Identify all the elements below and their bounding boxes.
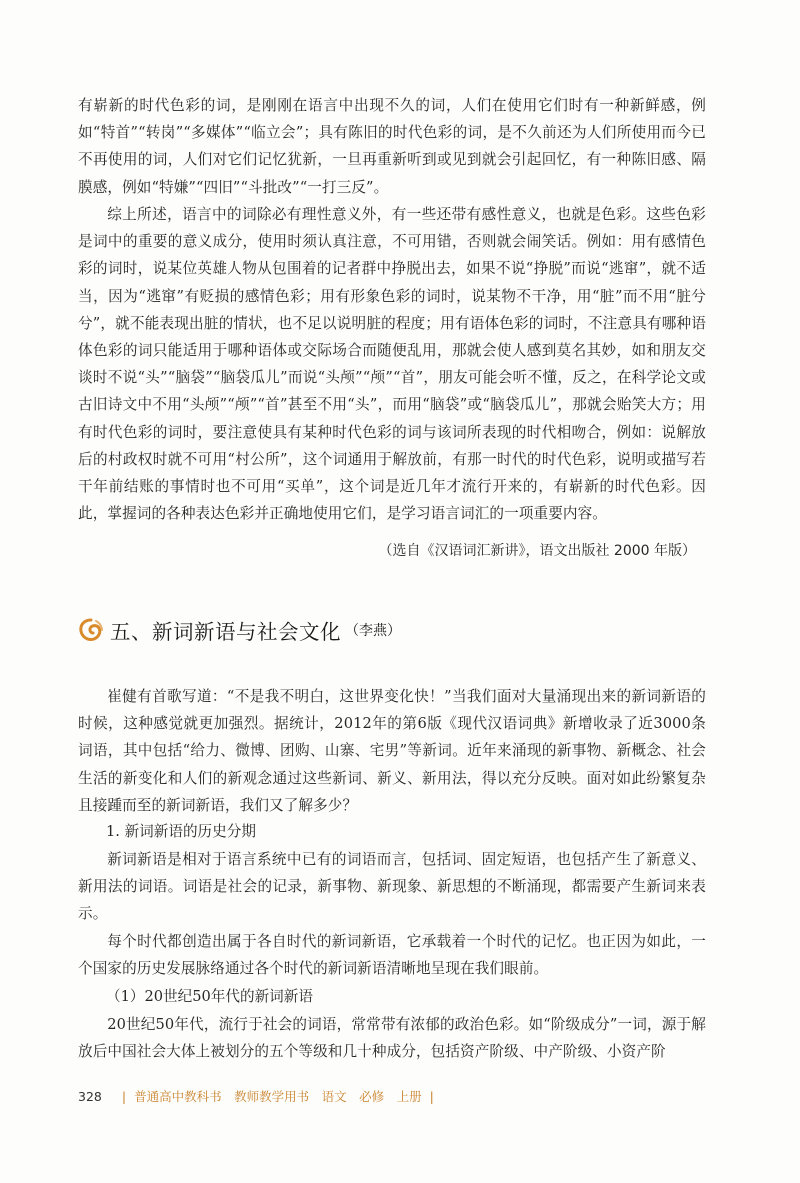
footer-divider-left: | (121, 1088, 127, 1104)
paragraph-summary: 综上所述，语言中的词除必有理性意义外，有一些还带有感性意义，也就是色彩。这些色彩是词中的重要的意义成分，使用时须认真注意，不可用错，否则就会闹笑话。例如：用有感情色彩的词时，说某位英雄人物从包围着的记者群中挣脱出去，如果不说“挣脱”而说“逃窜”，就不适当，因为“逃窜”有贬损的感情色彩；用有形象色彩的词时，说某物不干净，用“脏”而不用“脏兮兮”，就不能表现出脏的情状，也不足以说明脏的程度；用有语体色彩的词时，不注意具有哪种语体色彩的词只能适用于哪种语体或交际场合而随便乱用，那就会使人感到莫名其妙，如和朋友交谈时不说“头”“脑袋”“脑袋瓜儿”而说“头颅”“颅”“首”，朋友可能会听不懂，反之，在科学论文或古旧诗文中不用“头颅”“颅”“首”甚至不用“头”，而用“脑袋”或“脑袋瓜儿”，那就会贻笑大方；用有时代色彩的词时，要注意使具有某种时代色彩的词与该词所表现的时代相吻合，例如：说解放后的村政权时就不可用“村公所”，这个词通用于解放前，有那一时代的时代色彩，说明或描写若干年前结账的事情时也不可用“买单”，这个词是近几年才流行开来的，有崭新的时代色彩。因此，掌握词的各种表达色彩并正确地使用它们，是学习语言词汇的一项重要内容。 (78, 206, 706, 523)
source-note: （选自《汉语词汇新讲》，语文出版社 2000 年版） (378, 543, 696, 559)
page-footer (78, 1086, 442, 1106)
paragraph-1950s: 20世纪50年代，流行于社会的词语，常常带有浓郁的政治色彩。如“阶级成分”一词，源于解放后中国社会大体上被划分的五个等级和几十种成分，包括资产阶级、中产阶级、小资产阶 (78, 1016, 706, 1061)
section-heading (78, 615, 401, 645)
section-title: 五、新词新语与社会文化 (110, 620, 341, 644)
paragraph-intro: 崔健有首歌写道：“不是我不明白，这世界变化快！”当我们面对大量涌现出来的新词新语的时候，这种感觉就更加强烈。据统计，2012年的第6版《现代汉语词典》新增收录了近3000条词语，其中包括“给力、微博、团购、山寨、宅男”等新词。近年来涌现的新事物、新概念、社会生活的新变化和人们的新观念通过这些新词、新义、新用法，得以充分反映。面对如此纷繁复杂且接踵而至的新词新语，我们又了解多少？ (78, 688, 706, 814)
section-author: （李燕） (345, 623, 401, 639)
subheading-1950s: （1）20世纪50年代的新词新语 (106, 988, 313, 1005)
paragraph-era-memory: 每个时代都创造出属于各自时代的新词新语，它承载着一个时代的记忆。也正因为如此，一个国家的历史发展脉络通过各个时代的新词新语清晰地呈现在我们眼前。 (78, 933, 706, 978)
paragraph-definition: 新词新语是相对于语言系统中已有的词语而言，包括词、固定短语，也包括产生了新意义、新用法的词语。词语是社会的记录，新事物、新现象、新思想的不断涌现，都需要产生新词来表示。 (78, 851, 706, 923)
footer-book-title: 普通高中教科书 教师教学用书 语文 必修 上册 (134, 1089, 422, 1104)
subheading-history: 1. 新词新语的历史分期 (106, 823, 256, 840)
paragraph-time-color: 有崭新的时代色彩的词，是刚刚在语言中出现不久的词，人们在使用它们时有一种新鲜感，例如“特首”“转岗”“多媒体”“临立会”；具有陈旧的时代色彩的词，是不久前还为人们所使用而今已不再使用的词，人们对它们记忆犹新，一旦再重新听到或见到就会引起回忆，有一种陈旧感、隔膜感，例如“特嫌”“四旧”“斗批改”“一打三反”。 (78, 97, 706, 196)
swirl-icon (78, 617, 104, 643)
footer-divider-right: | (429, 1088, 434, 1104)
page-number: 328 (78, 1088, 102, 1104)
